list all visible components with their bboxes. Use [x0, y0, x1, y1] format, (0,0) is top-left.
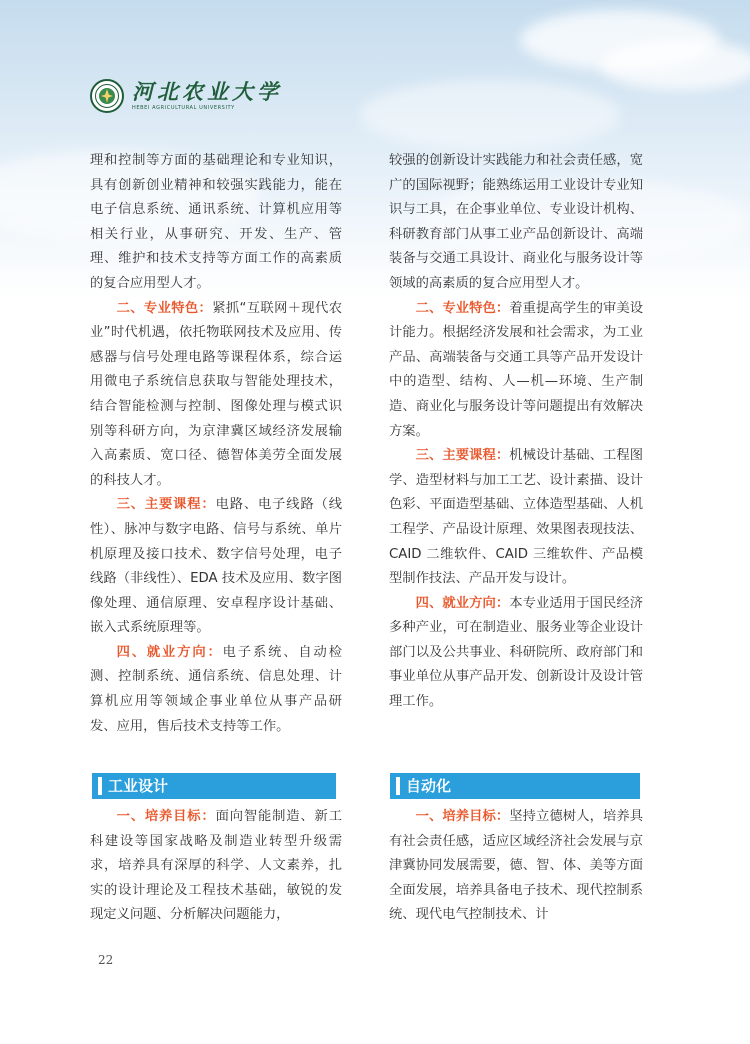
right-career-text: 本专业适用于国民经济多种产业，可在制造业、服务业等企业设计部门以及公共事业、科研院所、政府部门和事业单位从事产品开发、创新设计及设计管理工作。: [389, 595, 644, 710]
left-courses-text: 电路、电子线路（线性）、脉冲与数字电路、信号与系统、单片机原理及接口技术、数字信号处理，电子线路（非线性）、EDA 技术及应用、数字图像处理、通信原理、安卓程序设计基础、嵌入式系统原理等。: [90, 497, 342, 636]
logo-english-name: HEBEI AGRICULTURAL UNIVERSITY: [132, 105, 235, 111]
right-courses-text: 机械设计基础、工程图学、造型材料与加工工艺、设计素描、设计色彩、平面造型基础、立体造型基础、人机工程学、产品设计原理、效果图表现技法、CAID 二维软件、CAID 三维软件、产品模型制作技法、产品开发与设计。: [389, 448, 644, 587]
left-courses-heading: 三、主要课程：: [116, 497, 216, 513]
right-column: [389, 149, 643, 715]
left-paragraph-courses: [90, 493, 342, 641]
logo-chinese-name: 河北农业大学: [132, 79, 282, 104]
automation-goal-heading: 一、培养目标：: [415, 809, 510, 824]
automation-body: [389, 805, 643, 928]
cloud-decoration: [360, 80, 620, 150]
cloud-decoration: [600, 40, 750, 90]
right-paragraph-training-continued: 较强的创新设计实践能力和社会责任感，宽广的国际视野；能熟练运用工业设计专业知识与工具，在企事业单位、专业设计机构、科研教育部门从事工业产品创新设计、高端装备与交通工具设计、商业化与服务设计等领域的高素质的复合应用型人才。: [389, 153, 643, 291]
left-column: [90, 149, 342, 739]
right-paragraph-career: [389, 592, 643, 715]
university-logo: [90, 76, 282, 116]
industrial-design-body: [90, 805, 342, 928]
right-features-text: 着重提高学生的审美设计能力。根据经济发展和社会需求，为工业产品、高端装备与交通工具等产品开发设计中的造型、结构、人—机—环境、生产制造、商业化与服务设计等问题提出有效解决方案。: [389, 300, 644, 439]
university-seal-icon: [90, 79, 124, 113]
automation-goal-text: 坚持立德树人，培养具有社会责任感，适应区域经济社会发展与京津冀协同发展需要，德、智、体、美等方面全面发展，培养具备电子技术、现代控制系统、现代电气控制技术、计: [389, 809, 644, 923]
right-courses-heading: 三、主要课程：: [415, 448, 510, 464]
left-features-heading: 二、专业特色：: [116, 300, 213, 316]
automation-goal: [389, 805, 643, 928]
right-paragraph-courses: [389, 444, 643, 592]
section-marker: [98, 777, 102, 795]
industrial-design-goal: [90, 805, 342, 928]
section-marker: [396, 777, 400, 795]
right-paragraph-features: [389, 297, 643, 445]
right-features-heading: 二、专业特色：: [415, 300, 510, 316]
industrial-design-goal-heading: 一、培养目标：: [116, 809, 216, 824]
industrial-design-goal-text: 面向智能制造、新工科建设等国家战略及制造业转型升级需求，培养具有深厚的科学、人文素养，扎实的设计理论及工程技术基础，敏锐的发现定义问题、分析解决问题能力，: [90, 809, 342, 923]
section-header-automation: [390, 773, 640, 799]
right-career-heading: 四、就业方向：: [415, 595, 510, 611]
left-paragraph-training-continued: 理和控制等方面的基础理论和专业知识，具有创新创业精神和较强实践能力，能在电子信息系统、通讯系统、计算机应用等相关行业，从事研究、开发、生产、管理、维护和技术支持等方面工作的高素质的复合应用型人才。: [90, 153, 342, 291]
left-career-text: 电子系统、自动检测、控制系统、通信系统、信息处理、计算机应用等领域企事业单位从事产品研发、应用，售后技术支持等工作。: [90, 644, 343, 734]
section-header-industrial-design: [92, 773, 336, 799]
left-career-heading: 四、就业方向：: [116, 644, 223, 660]
section-title: 自动化: [406, 777, 452, 795]
left-features-text: 紧抓“互联网＋现代农业”时代机遇，依托物联网技术及应用、传感器与信号处理电路等课程体系，综合运用微电子系统信息获取与智能处理技术，结合智能检测与控制、图像处理与模式识别等科研方向，为京津冀区域经济发展输入高素质、宽口径、德智体美劳全面发展的科技人才。: [90, 300, 343, 488]
left-paragraph-career: [90, 641, 342, 739]
section-title: 工业设计: [108, 777, 169, 795]
left-paragraph-features: [90, 297, 342, 494]
page-number: 22: [98, 953, 114, 967]
